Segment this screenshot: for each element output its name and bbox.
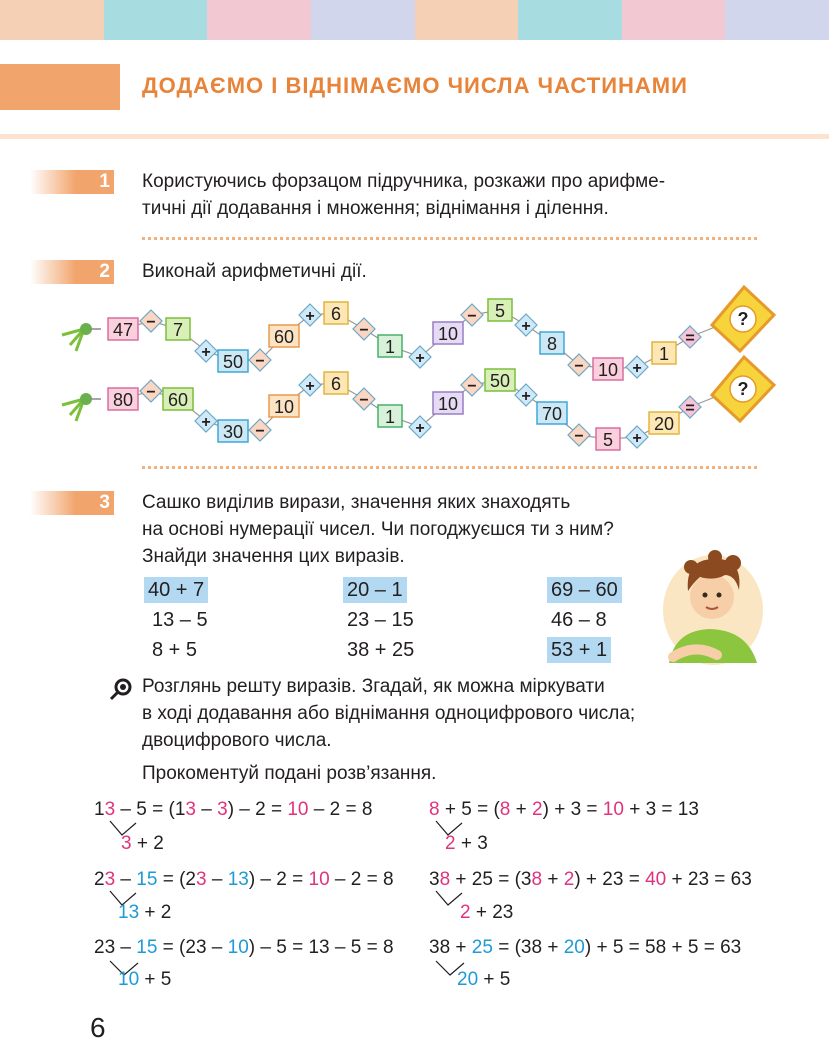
- answer-label: ?: [737, 309, 749, 329]
- operator-label: −: [574, 428, 584, 445]
- color-strip: [518, 0, 622, 40]
- operator-label: +: [521, 318, 531, 335]
- number-label: 6: [330, 374, 342, 394]
- operator-label: +: [415, 350, 425, 367]
- operator-label: +: [201, 344, 211, 361]
- number-label: 60: [167, 390, 189, 410]
- operator-label: +: [415, 420, 425, 437]
- task1-text: [142, 168, 665, 222]
- operator-label: +: [632, 430, 642, 447]
- task1-line2: тичні дії додавання і множення; віднімання і ділення.: [142, 198, 609, 219]
- page-title: ДОДАЄМО І ВІДНІМАЄМО ЧИСЛА ЧАСТИНАМИ: [142, 73, 688, 98]
- operator-label: −: [574, 358, 584, 375]
- solution-5-split: 10 + 5: [118, 969, 172, 990]
- number-label: 30: [222, 422, 244, 442]
- boy-illustration: [655, 545, 765, 670]
- color-strip: [311, 0, 415, 40]
- dotted-divider: [142, 466, 757, 469]
- magnifier-icon: [108, 676, 134, 702]
- operator-label: −: [146, 314, 156, 331]
- number-label: 10: [273, 397, 295, 417]
- solution-4: 38 + 25 = (38 + 2) + 23 = 40 + 23 = 63: [429, 869, 752, 890]
- solution-2-split: 2 + 3: [445, 833, 488, 854]
- operator-label: =: [685, 330, 695, 347]
- hint-line3: двоцифрового числа.: [142, 730, 332, 751]
- number-label: 50: [489, 371, 511, 391]
- operator-label: −: [255, 353, 265, 370]
- number-label: 10: [597, 360, 619, 380]
- operator-label: −: [255, 423, 265, 440]
- operator-label: −: [359, 322, 369, 339]
- number-label: 10: [437, 324, 459, 344]
- solution-3: 23 – 15 = (23 – 13) – 2 = 10 – 2 = 8: [94, 869, 394, 890]
- number-label: 47: [112, 320, 134, 340]
- expression: 8 + 5: [152, 639, 198, 661]
- number-label: 5: [602, 430, 614, 450]
- solution-arrows: [90, 815, 770, 995]
- number-label: 50: [222, 352, 244, 372]
- solution-1-split: 3 + 2: [121, 833, 164, 854]
- operator-label: −: [467, 308, 477, 325]
- page-number: 6: [90, 1012, 106, 1043]
- number-label: 1: [384, 337, 396, 357]
- expression: 23 – 15: [347, 609, 414, 631]
- number-label: 1: [384, 407, 396, 427]
- divider: [0, 134, 829, 139]
- number-label: 60: [273, 327, 295, 347]
- title-band: [0, 64, 120, 110]
- color-strip: [415, 0, 519, 40]
- task3-line2: на основі нумерації чисел. Чи погоджуєшся ти з ним?: [142, 519, 614, 540]
- number-label: 80: [112, 390, 134, 410]
- task1-line1: Користуючись форзацом підручника, розкажи про арифме-: [142, 171, 666, 192]
- number-label: 1: [658, 344, 670, 364]
- task2-text: Виконай арифметичні дії.: [142, 261, 367, 282]
- task3-line3: Знайди значення цих виразів.: [142, 546, 405, 567]
- solution-4-split: 2 + 23: [460, 902, 514, 923]
- color-strip: [622, 0, 726, 40]
- solution-2: 8 + 5 = (8 + 2) + 3 = 10 + 3 = 13: [429, 799, 699, 820]
- operator-label: +: [521, 388, 531, 405]
- operator-label: −: [359, 392, 369, 409]
- chain-1: [62, 287, 774, 380]
- task-number-2: 2: [30, 260, 114, 284]
- expression: 13 – 5: [152, 609, 208, 631]
- expression: 53 + 1: [547, 637, 611, 663]
- operator-label: =: [685, 400, 695, 417]
- number-label: 20: [653, 414, 675, 434]
- operator-label: +: [305, 378, 315, 395]
- color-strip: [104, 0, 208, 40]
- expression: 20 – 1: [343, 577, 407, 603]
- task-number-3: 3: [30, 491, 114, 515]
- number-label: 6: [330, 304, 342, 324]
- task3-text: [142, 489, 614, 570]
- operator-label: −: [146, 384, 156, 401]
- task-number-1: 1: [30, 170, 114, 194]
- solution-6: 38 + 25 = (38 + 20) + 5 = 58 + 5 = 63: [429, 937, 742, 958]
- operator-label: −: [467, 378, 477, 395]
- operator-label: +: [305, 308, 315, 325]
- operator-label: +: [201, 414, 211, 431]
- expression: 69 – 60: [547, 577, 622, 603]
- color-strip: [725, 0, 829, 40]
- hint-text: [142, 673, 635, 754]
- solution-3-split: 13 + 2: [118, 902, 172, 923]
- top-color-bar: [0, 0, 829, 40]
- task3-line1: Сашко виділив вирази, значення яких знаходять: [142, 492, 571, 513]
- chain-2: [62, 357, 774, 450]
- expression: 46 – 8: [551, 609, 607, 631]
- solution-1: 13 – 5 = (13 – 3) – 2 = 10 – 2 = 8: [94, 799, 373, 820]
- solution-5: 23 – 15 = (23 – 10) – 5 = 13 – 5 = 8: [94, 937, 394, 958]
- number-label: 5: [494, 301, 506, 321]
- number-label: 7: [172, 320, 184, 340]
- color-strip: [0, 0, 104, 40]
- answer-label: ?: [737, 379, 749, 399]
- comment-text: Прокоментуй подані розв’язання.: [142, 763, 437, 784]
- color-strip: [207, 0, 311, 40]
- number-label: 8: [546, 334, 558, 354]
- operator-label: +: [632, 360, 642, 377]
- dotted-divider: [142, 237, 757, 240]
- expression: 40 + 7: [144, 577, 208, 603]
- hint-line2: в ході додавання або віднімання одноцифрового числа;: [142, 703, 636, 724]
- hint-line1: Розглянь решту виразів. Згадай, як можна міркувати: [142, 676, 605, 697]
- number-label: 10: [437, 394, 459, 414]
- number-label: 70: [541, 404, 563, 424]
- number-chains: [60, 285, 790, 460]
- solution-6-split: 20 + 5: [457, 969, 511, 990]
- expression: 38 + 25: [347, 639, 415, 661]
